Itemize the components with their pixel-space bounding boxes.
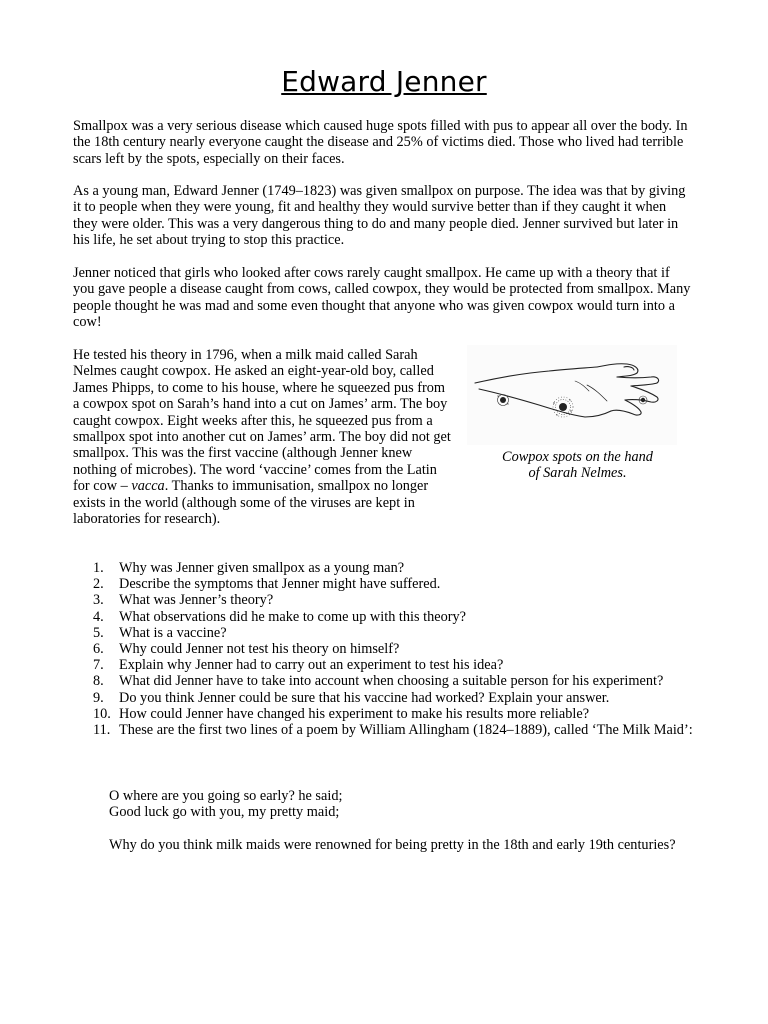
experiment-paragraph [73,347,453,527]
question-text: How could Jenner have changed his experiment to make his results more reliable? [119,705,590,722]
list-item [73,706,693,722]
question-number: 4. [93,608,104,625]
list-item [73,560,693,576]
hand-drawing-icon [467,345,677,445]
experiment-text-a: He tested his theory in 1796, when a milk maid called Sarah Nelmes caught cowpox. He asked an eight-year-old boy, called James Phipps, to come to his house, where he squeezed pus from a cowpox spot on Sarah’s hand into a cut on James’ arm. The boy caught cowpox. Eight weeks after this, he squeezed pus from a smallpox spot into another cut on James’ arm. The boy did not get smallpox. This was the first vaccine (although Jenner knew nothing of microbes). The word ‘vaccine’ comes from the Latin for cow – [73,347,451,495]
question-number: 11. [93,722,111,739]
list-item [73,641,693,657]
list-item [73,690,693,706]
list-item [73,722,693,738]
question-list [73,560,693,738]
question-text: What observations did he make to come up with this theory? [119,608,467,625]
question-text: These are the first two lines of a poem by William Allingham (1824–1889), called ‘The Milk Maid’: [119,722,693,739]
list-item [73,657,693,673]
page-title: Edward Jenner [281,65,487,98]
list-item [73,576,693,592]
poem-line-1: O where are you going so early? he said; [109,788,343,804]
question-text: Why was Jenner given smallpox as a young man? [119,560,405,576]
list-item [73,625,693,641]
question-text: Explain why Jenner had to carry out an experiment to test his idea? [119,657,504,674]
question-text: Describe the symptoms that Jenner might have suffered. [119,576,441,593]
followup-question: Why do you think milk maids were renowned for being pretty in the 18th and early 19th centuries? [109,837,676,853]
list-item [73,592,693,608]
question-text: What was Jenner’s theory? [119,592,274,609]
cowpox-hand-illustration [467,345,677,445]
question-number: 6. [93,641,104,658]
question-number: 5. [93,624,104,641]
latin-word: vacca [131,478,165,495]
question-number: 8. [93,673,104,690]
list-item [73,673,693,689]
question-text: Do you think Jenner could be sure that his vaccine had worked? Explain your answer. [119,689,610,706]
intro-paragraph: Smallpox was a very serious disease which caused huge spots filled with pus to appear all over the body. In the 18th century nearly everyone caught the disease and 25% of victims died. Those who lived had terrible scars left by the spots, especially on their faces. [73,118,688,167]
caption-line-2: of Sarah Nelmes. [528,465,627,482]
figure-caption [470,449,685,482]
question-number: 9. [93,689,104,706]
caption-line-1: Cowpox spots on the hand [502,449,653,465]
theory-paragraph: Jenner noticed that girls who looked after cows rarely caught smallpox. He came up with a theory that if you gave people a disease caught from cows, called cowpox, they would be protected from smallpox. Many people thought he was mad and some even thought that anyone who was given cowpox would turn into a cow! [73,265,691,331]
list-item [73,609,693,625]
question-text: Why could Jenner not test his theory on himself? [119,641,400,658]
question-text: What did Jenner have to take into account when choosing a suitable person for his experiment? [119,673,664,690]
jenner-youth-paragraph: As a young man, Edward Jenner (1749–1823) was given smallpox on purpose. The idea was that by giving it to people when they were young, fit and healthy they would survive better than if they caught it when they were older. This was a very dangerous thing to do and many people died. Jenner survived but later in his life, he set about trying to stop this practice. [73,183,686,249]
question-number: 7. [93,657,104,674]
question-number: 2. [93,576,104,593]
question-number: 3. [93,592,104,609]
question-number: 10. [93,705,111,722]
question-text: What is a vaccine? [119,624,227,641]
poem-excerpt [109,788,689,821]
question-number: 1. [93,560,104,576]
poem-line-2: Good luck go with you, my pretty maid; [109,804,340,821]
experiment-text-b: . Thanks to immunisation, smallpox no longer exists in the world (although some of the viruses are kept in laboratories for research). [73,478,429,528]
